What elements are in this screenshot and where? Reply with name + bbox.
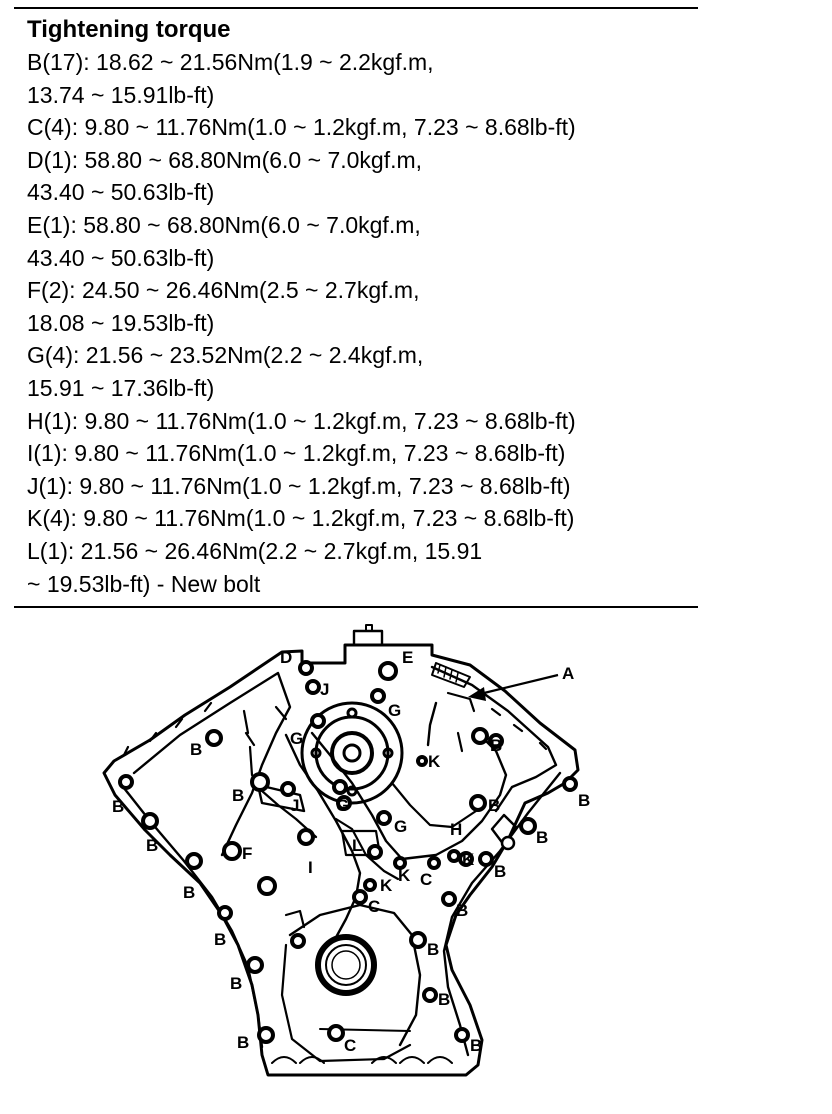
label-b-13: B <box>427 940 440 959</box>
label-f: F <box>242 844 253 863</box>
label-k-2: K <box>398 866 411 885</box>
label-g-1: G <box>388 701 402 720</box>
spec-line-l-1: L(1): 21.56 ~ 26.46Nm(2.2 ~ 2.7kgf.m, 15.91 <box>27 537 483 564</box>
label-d: D <box>280 648 293 667</box>
spec-line-e-2: 43.40 ~ 50.63lb-ft) <box>27 244 215 271</box>
label-b-4: B <box>488 796 501 815</box>
spec-line-d-1: D(1): 58.80 ~ 68.80Nm(6.0 ~ 7.0kgf.m, <box>27 146 423 173</box>
label-g-4: G <box>394 817 408 836</box>
spec-line-e-1: E(1): 58.80 ~ 68.80Nm(6.0 ~ 7.0kgf.m, <box>27 211 421 238</box>
spec-line-c: C(4): 9.80 ~ 11.76Nm(1.0 ~ 1.2kgf.m, 7.23 ~ 8.68lb-ft) <box>27 114 576 141</box>
label-b-11: B <box>456 901 469 920</box>
label-j-mid: J <box>290 796 300 815</box>
label-i: I <box>308 858 313 877</box>
spec-line-f-2: 18.08 ~ 19.53lb-ft) <box>27 309 215 336</box>
label-a: A <box>562 664 575 683</box>
label-b-1: B <box>190 740 203 759</box>
spec-line-j: J(1): 9.80 ~ 11.76Nm(1.0 ~ 1.2kgf.m, 7.23 ~ 8.68lb-ft) <box>27 472 571 499</box>
label-b-15: B <box>438 990 451 1009</box>
label-b-7: B <box>536 828 549 847</box>
label-b-9: B <box>494 862 507 881</box>
spec-line-g-1: G(4): 21.56 ~ 23.52Nm(2.2 ~ 2.4kgf.m, <box>27 342 424 369</box>
spec-title: Tightening torque <box>27 16 231 43</box>
label-b-14: B <box>230 974 243 993</box>
label-b-16: B <box>237 1033 250 1052</box>
label-b-6: B <box>112 797 125 816</box>
label-l: L <box>352 836 363 855</box>
label-h: H <box>450 820 463 839</box>
spec-line-l-2: ~ 19.53lb-ft) - New bolt <box>27 570 261 597</box>
label-k-1: K <box>428 752 441 771</box>
label-c-2: C <box>368 897 381 916</box>
bottom-rule <box>14 606 698 608</box>
spec-line-g-2: 15.91 ~ 17.36lb-ft) <box>27 374 215 401</box>
label-k-3: K <box>462 850 475 869</box>
timing-cover-diagram <box>0 615 832 1105</box>
spec-line-i: I(1): 9.80 ~ 11.76Nm(1.0 ~ 1.2kgf.m, 7.23 ~ 8.68lb-ft) <box>27 440 566 467</box>
label-c-1: C <box>420 870 433 889</box>
label-b-10: B <box>183 883 196 902</box>
label-b-3: B <box>232 786 245 805</box>
spec-line-d-2: 43.40 ~ 50.63lb-ft) <box>27 179 215 206</box>
label-b-2: B <box>490 736 503 755</box>
label-c-3: C <box>344 1036 357 1055</box>
label-b-8: B <box>146 836 159 855</box>
label-b-12: B <box>214 930 227 949</box>
label-g-3: G <box>336 796 350 815</box>
label-k-4: K <box>380 876 393 895</box>
label-j-top: J <box>320 680 330 699</box>
torque-spec-block <box>27 14 707 600</box>
label-b-17: B <box>470 1036 483 1055</box>
top-rule <box>14 7 698 9</box>
spec-line-b-1: B(17): 18.62 ~ 21.56Nm(1.9 ~ 2.2kgf.m, <box>27 49 434 75</box>
label-g-2: G <box>290 729 304 748</box>
crank-seal <box>318 937 374 993</box>
label-e: E <box>402 648 414 667</box>
spec-line-k: K(4): 9.80 ~ 11.76Nm(1.0 ~ 1.2kgf.m, 7.23 ~ 8.68lb-ft) <box>27 505 575 532</box>
spec-line-f-1: F(2): 24.50 ~ 26.46Nm(2.5 ~ 2.7kgf.m, <box>27 277 420 304</box>
spec-line-h: H(1): 9.80 ~ 11.76Nm(1.0 ~ 1.2kgf.m, 7.23 ~ 8.68lb-ft) <box>27 407 576 434</box>
spec-line-b-2: 13.74 ~ 15.91lb-ft) <box>27 81 215 108</box>
label-b-5: B <box>578 791 591 810</box>
